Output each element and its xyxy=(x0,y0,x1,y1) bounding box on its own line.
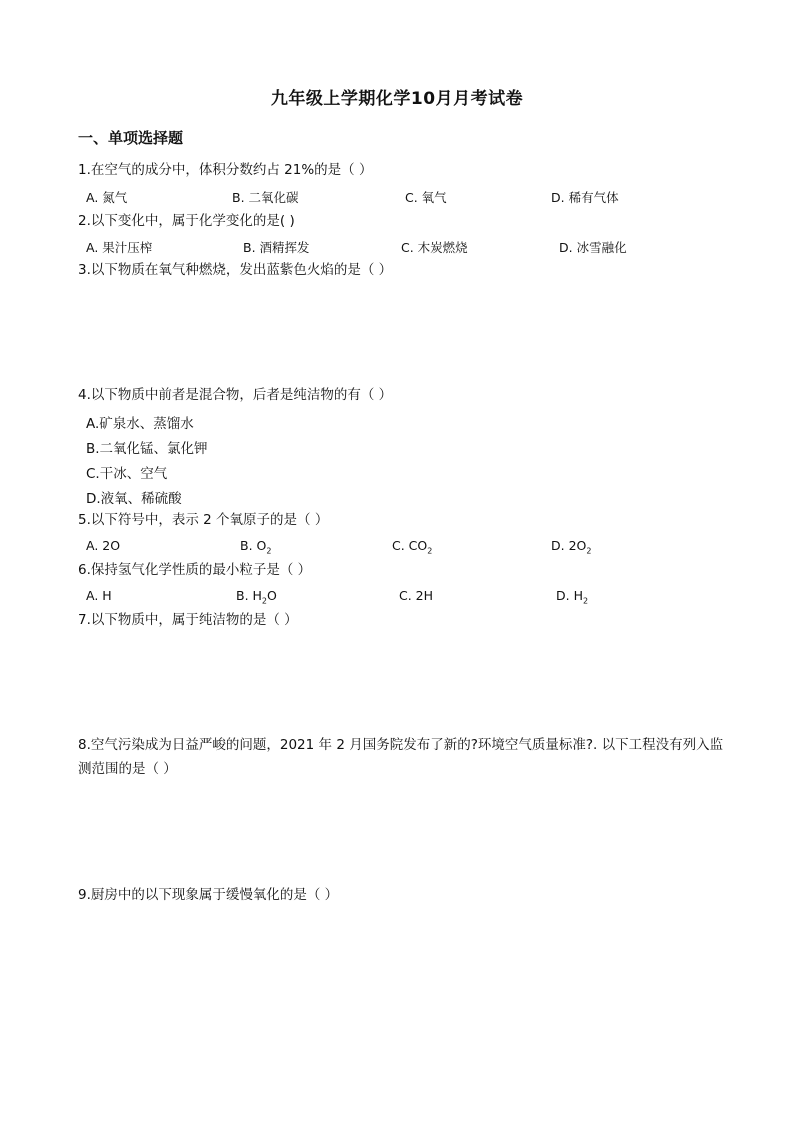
question-2: 2.以下变化中，属于化学变化的是( ) xyxy=(78,213,295,229)
q1-option-c: C. 氧气 xyxy=(405,190,447,205)
q6-option-c: C. 2H xyxy=(399,588,434,603)
q5-option-c: C. $CO_2$ xyxy=(392,538,433,556)
question-9: 9.厨房中的以下现象属于缓慢氧化的是（ ） xyxy=(78,887,339,903)
section-heading: 一、单项选择题 xyxy=(78,129,184,147)
question-1: 1.在空气的成分中，体积分数约占 21%的是（ ） xyxy=(78,162,373,178)
question-5: 5.以下符号中，表示 2 个氧原子的是（ ） xyxy=(78,512,329,528)
q2-option-b: B. 酒精挥发 xyxy=(243,240,310,255)
q4-option-c: C.干冰、空气 xyxy=(86,466,168,482)
q2-option-c: C. 木炭燃烧 xyxy=(401,240,468,255)
q1-option-d: D. 稀有气体 xyxy=(551,190,619,205)
q5-option-d: D. $2O_2$ xyxy=(551,538,592,556)
question-8: 8.空气污染成为日益严峻的问题，2021 年 2 月国务院发布了新的?环境空气质量标准?. 以下工程没有列入监测范围的是（ ） xyxy=(78,737,724,777)
question-7: 7.以下物质中，属于纯洁物的是（ ） xyxy=(78,612,298,628)
q1-option-a: A. 氮气 xyxy=(86,190,128,205)
q2-option-d: D. 冰雪融化 xyxy=(559,240,627,255)
q5-option-a: A. 2O xyxy=(86,538,121,553)
q5-option-b: B. $O_2$ xyxy=(240,538,272,556)
q6-option-d: D. $H_2$ xyxy=(556,588,589,606)
q2-option-a: A. 果汁压榨 xyxy=(86,240,153,255)
q4-option-b: B.二氧化锰、氯化钾 xyxy=(86,441,208,457)
q6-option-a: A. H xyxy=(86,588,112,603)
q4-option-d: D.液氧、稀硫酸 xyxy=(86,491,182,507)
question-3: 3.以下物质在氧气种燃烧，发出蓝紫色火焰的是（ ） xyxy=(78,262,393,278)
q1-option-b: B. 二氧化碳 xyxy=(232,190,299,205)
question-4: 4.以下物质中前者是混合物，后者是纯洁物的有（ ） xyxy=(78,387,393,403)
q4-option-a: A.矿泉水、蒸馏水 xyxy=(86,416,194,432)
question-6: 6.保持氢气化学性质的最小粒子是（ ） xyxy=(78,562,312,578)
q6-option-b: B. $H_2O$ xyxy=(236,588,277,606)
page-title: 九年级上学期化学10月月考试卷 xyxy=(270,89,524,109)
